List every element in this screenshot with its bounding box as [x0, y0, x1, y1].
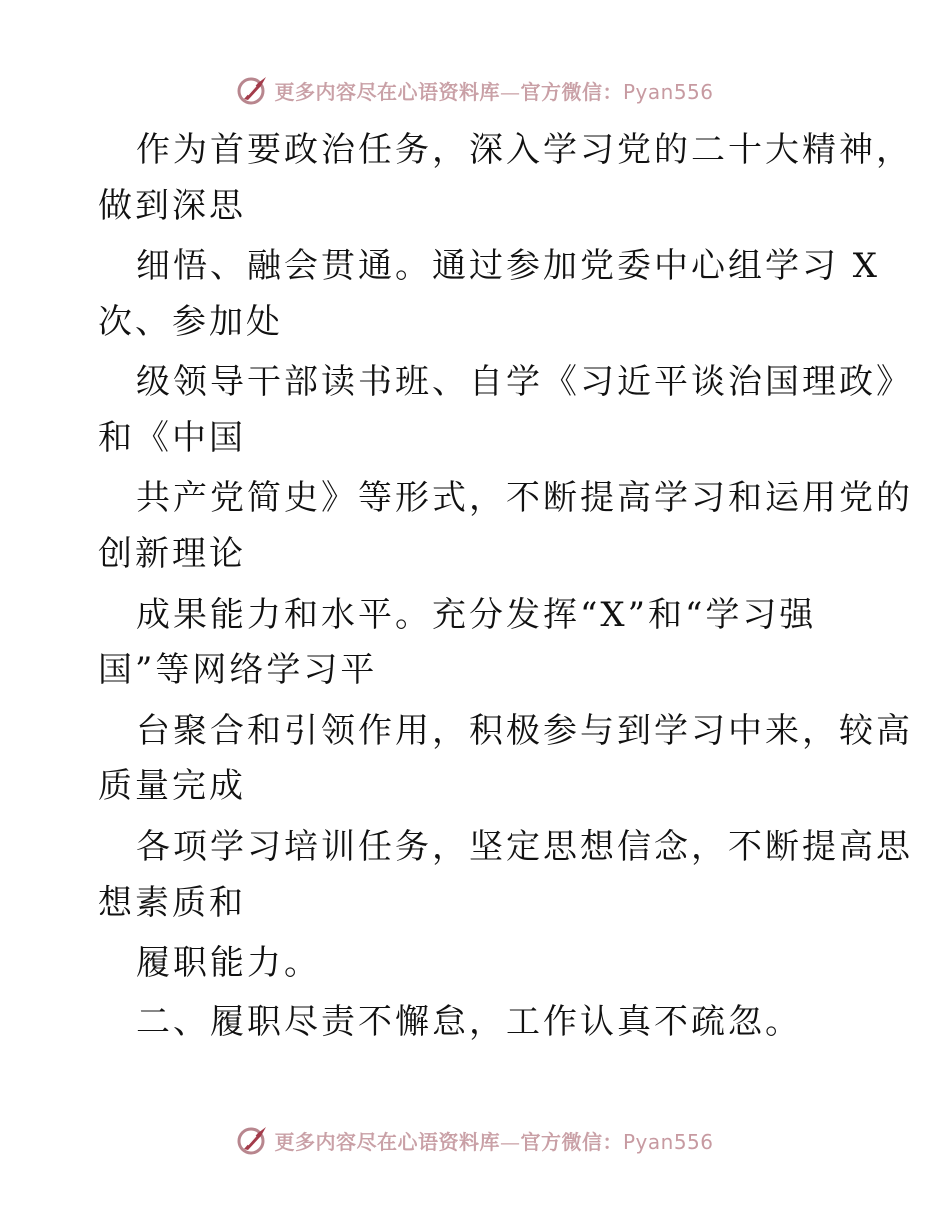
text-line-15: 履职能力。 — [136, 943, 321, 983]
watermark-banner-top — [0, 70, 950, 110]
text-line-3: 细悟、融会贯通。通过参加党委中心组学习 X — [136, 246, 881, 286]
text-line-6: 和《中国 — [98, 418, 246, 458]
text-line-13: 各项学习培训任务，坚定思想信念，不断提高思 — [136, 827, 913, 867]
text-line-9: 成果能力和水平。充分发挥“X”和“学习强 — [136, 595, 817, 635]
text-line-2: 做到深思 — [98, 186, 246, 226]
quill-pen-circle-icon — [236, 73, 270, 107]
watermark-text: 更多内容尽在心语资料库—官方微信：Pyan556 — [274, 1129, 714, 1154]
text-line-14: 想素质和 — [98, 883, 246, 923]
text-line-5: 级领导干部读书班、自学《习近平谈治国理政》 — [136, 362, 913, 402]
text-line-1: 作为首要政治任务，深入学习党的二十大精神， — [136, 130, 913, 170]
text-line-16: 二、履职尽责不懈怠，工作认真不疏忽。 — [136, 1002, 802, 1042]
text-line-7: 共产党简史》等形式，不断提高学习和运用党的 — [136, 478, 913, 518]
text-line-11: 台聚合和引领作用，积极参与到学习中来，较高 — [136, 711, 913, 751]
quill-pen-circle-icon — [236, 1123, 270, 1157]
text-line-4: 次、参加处 — [98, 302, 283, 342]
wechat-id: Pyan556 — [622, 79, 714, 104]
text-line-10: 国”等网络学习平 — [98, 650, 378, 690]
wechat-id: Pyan556 — [622, 1129, 714, 1154]
text-line-12: 质量完成 — [98, 766, 246, 806]
watermark-text: 更多内容尽在心语资料库—官方微信：Pyan556 — [274, 79, 714, 104]
text-line-8: 创新理论 — [98, 534, 246, 574]
watermark-banner-bottom — [0, 1120, 950, 1160]
